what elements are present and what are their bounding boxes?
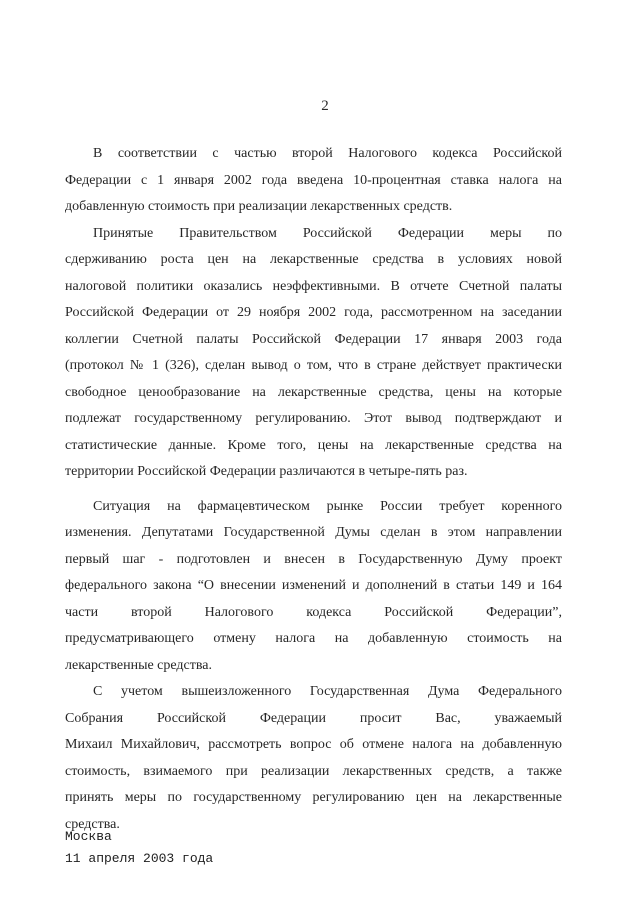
text-line: статистические данные. Кроме того, цены на лекарственные средства на	[65, 437, 562, 453]
text-line: налоговой политики оказались неэффективными. В отчете Счетной палаты	[65, 278, 562, 294]
text-line: Российской Федерации от 29 ноября 2002 года, рассмотренном на заседании	[65, 305, 562, 320]
text-line: стоимость, взимаемого при реализации лекарственных средств, а также	[65, 763, 562, 779]
text-line: сдерживанию роста цен на лекарственные средства в условиях новой	[65, 252, 562, 267]
text-line: подлежат государственному регулированию. Этот вывод подтверждают и	[65, 411, 562, 426]
paragraph-pharma-market	[65, 494, 562, 680]
paragraph-request	[65, 679, 562, 838]
text-line: коллегии Счетной палаты Российской Федерации 17 января 2003 года	[65, 331, 562, 347]
signature-city: Москва	[65, 829, 112, 844]
text-line: (протокол № 1 (326), сделан вывод о том, что в стране действует практически	[65, 358, 562, 373]
text-line: принять меры по государственному регулированию цен на лекарственные	[65, 790, 562, 805]
text-line: Принятые Правительством Российской Федерации меры по	[93, 225, 562, 241]
text-line: Федерации с 1 января 2002 года введена 10-процентная ставка налога на	[65, 172, 562, 188]
text-line: Ситуация на фармацевтическом рынке России требует коренного	[93, 498, 562, 514]
text-line: Михаил Михайлович, рассмотреть вопрос об отмене налога на добавленную	[65, 737, 562, 752]
text-line: С учетом вышеизложенного Государственная Дума Федерального	[93, 684, 562, 699]
text-line: добавленную стоимость при реализации лекарственных средств.	[65, 199, 453, 214]
paragraph-vat-introduction	[65, 141, 562, 221]
signature-block	[65, 826, 213, 870]
text-line: федерального закона “О внесении изменений и дополнений в статьи 149 и 164	[65, 578, 562, 593]
text-line: территории Российской Федерации различаются в четыре-пять раз.	[65, 464, 468, 479]
text-line: Собрания Российской Федерации просит Вас, уважаемый	[65, 710, 562, 726]
text-line: свободное ценообразование на лекарственные средства, цены на которые	[65, 384, 562, 400]
text-line: первый шаг - подготовлен и внесен в Государственную Думу проект	[65, 551, 562, 567]
text-line: предусматривающего отмену налога на добавленную стоимость на	[65, 631, 562, 646]
text-line: В соответствии с частью второй Налогового кодекса Российской	[93, 146, 562, 161]
text-line: средства.	[65, 816, 120, 832]
paragraph-government-measures	[65, 221, 562, 486]
text-line: части второй Налогового кодекса Российской Федерации”,	[65, 604, 562, 620]
letter-body	[65, 141, 562, 838]
page-number: 2	[321, 98, 329, 114]
text-line: лекарственные средства.	[65, 657, 213, 673]
signature-date: 11 апреля 2003 года	[65, 851, 214, 866]
text-line: изменения. Депутатами Государственной Думы сделан в этом направлении	[65, 525, 562, 540]
